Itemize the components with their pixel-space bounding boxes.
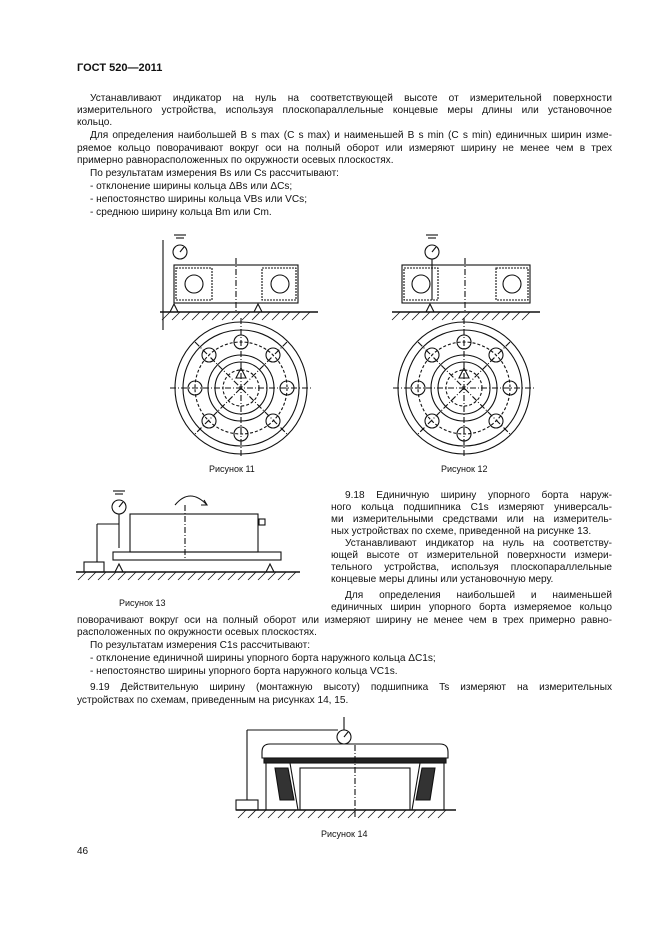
para3: По результатам измерения Bs или Cs рассчитывают: <box>90 168 339 179</box>
s918-line10: единичных ширин упорного борта измеряемое кольцо <box>331 602 612 613</box>
s918-line3: ми измерительными средствами или на измеритель- <box>331 514 612 525</box>
para1-line3: кольцо. <box>77 117 113 128</box>
rotation-line2: расположенных по окружности осевых плоскостях. <box>77 627 317 638</box>
list1-item2: - непостоянство ширины кольца VBs или VCs; <box>90 194 308 205</box>
list1-item3: - среднюю ширину кольца Bm или Cm. <box>90 207 272 218</box>
list2-item2: - непостоянство ширины упорного борта наружного кольца VC1s. <box>90 666 398 677</box>
para1-line1: Устанавливают индикатор на нуль на соответствующей высоте от измерительной поверхности <box>90 93 612 104</box>
figure-13-caption: Рисунок 13 <box>119 598 166 608</box>
s918-line4: ных устройствах по схеме, приведенной на рисунке 13. <box>331 526 592 537</box>
s918-line7: тельного устройства, используя плоскопараллельные <box>331 562 612 573</box>
s918-line8: концевые меры длины или установочную меру. <box>331 574 554 585</box>
s918-line2: ного кольца подшипника C1s измеряют универсаль- <box>331 502 612 513</box>
para2-line2: ряемое кольцо поворачивают вокруг оси на полный оборот или измеряют ширину не менее чем в трех <box>77 143 612 154</box>
document-header: ГОСТ 520—2011 <box>77 62 163 74</box>
s919-line1: 9.19 Действительную ширину (монтажную высоту) подшипника Ts измеряют на измерительных <box>90 682 612 693</box>
para4: По результатам измерения C1s рассчитывают: <box>90 640 311 651</box>
s919-line2: устройствах по схемам, приведенным на рисунках 14, 15. <box>77 695 349 706</box>
para2-line3: примерно равнорасположенных по окружности осевых плоскостях. <box>77 155 394 166</box>
page-number: 46 <box>77 846 89 857</box>
s918-line1: 9.18 Единичную ширину упорного борта наруж- <box>345 490 612 501</box>
list1-item1: - отклонение ширины кольца ΔBs или ΔCs; <box>90 181 293 192</box>
para2-line1: Для определения наибольшей B s max (C s max) и наименьшей B s min (C s min) единичных ширин изме- <box>90 130 612 141</box>
figure-12-caption: Рисунок 12 <box>441 464 488 474</box>
para1-line2: измерительного устройства, используя плоскопараллельные концевые меры длины или установочное <box>77 105 612 116</box>
s918-line5: Устанавливают индикатор на нуль на соответству- <box>345 538 612 549</box>
rotation-line1: поворачивают вокруг оси на полный оборот или измеряют ширину не менее чем в трех примерно равно- <box>77 615 612 626</box>
figure-14-caption: Рисунок 14 <box>321 829 368 839</box>
figure-11-caption: Рисунок 11 <box>209 464 255 474</box>
s918-line6: ющей высоте от измерительной поверхности измери- <box>331 550 612 561</box>
list2-item1: - отклонение единичной ширины упорного борта наружного кольца ΔC1s; <box>90 653 436 664</box>
s918-line9: Для определения наибольшей и наименьшей <box>345 590 612 601</box>
